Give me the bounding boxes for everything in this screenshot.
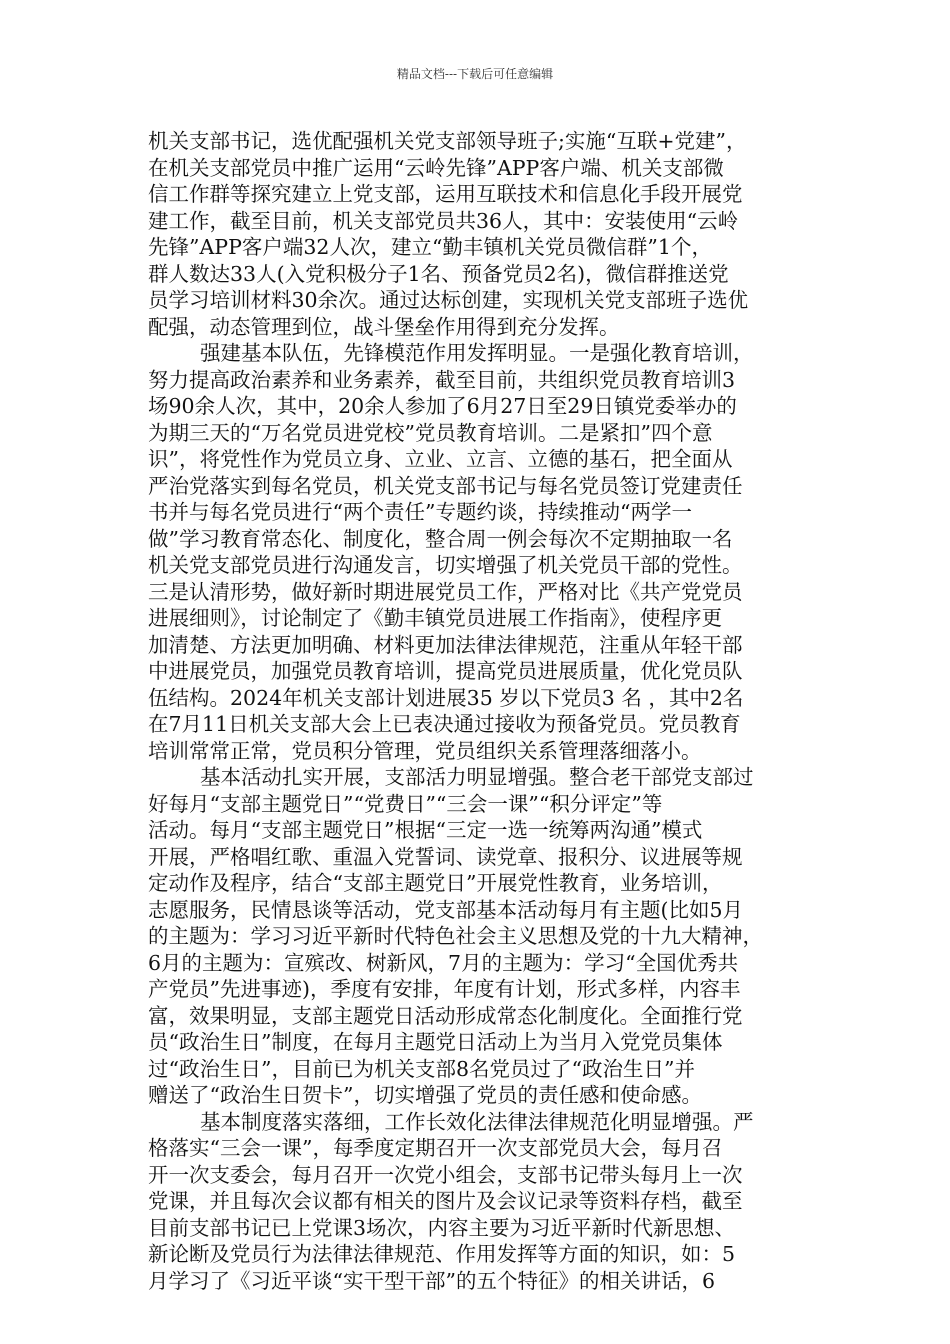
paragraph — [148, 764, 818, 1109]
text-line: 配强，动态管理到位，战斗堡垒作用得到充分发挥。 — [148, 314, 620, 339]
document-body — [148, 128, 818, 1294]
paragraph — [148, 1109, 818, 1295]
text-line: 识”，将党性作为党员立身、立业、立言、立德的基石，把全面从 — [148, 447, 733, 471]
text-line: 6月的主题为：宣殡改、树新风，7月的主题为：学习“全国优秀共 — [148, 950, 739, 975]
paragraph — [148, 340, 818, 764]
paragraph — [148, 128, 818, 340]
text-line: 信工作群等探究建立上党支部，运用互联技术和信息化手段开展党 — [148, 182, 743, 206]
text-line: 定动作及程序，结合“支部主题党日”开展党性教育，业务培训， — [148, 871, 723, 895]
text-line: 活动。每月“支部主题党日”根据“三定一选一统筹两沟通”模式 — [148, 818, 703, 842]
text-line: 月学习了《习近平谈“实干型干部”的五个特征》的相关讲话，6 — [148, 1268, 716, 1293]
text-line: 党课，并且每次会议都有相关的图片及会议记录等资料存档，截至 — [148, 1189, 743, 1213]
text-line: 基本活动扎实开展，支部活力明显增强。整合老干部党支部过 — [200, 765, 754, 789]
text-line: 机关支部书记，选优配强机关党支部领导班子;实施“互联+党建”， — [148, 129, 747, 153]
text-line: 员“政治生日”制度，在每月主题党日活动上为当月入党党员集体 — [148, 1030, 723, 1054]
text-line: 建工作，截至目前，机关支部党员共36人，其中：安装使用“云岭 — [148, 208, 739, 233]
text-line: 进展细则》，讨论制定了《勤丰镇党员进展工作指南》，使程序更 — [148, 606, 722, 630]
text-line: 在机关支部党员中推广运用“云岭先锋”APP客户端、机关支部微 — [148, 155, 724, 180]
text-line: 中进展党员，加强党员教育培训，提高党员进展质量，优化党员队 — [148, 659, 743, 683]
text-line: 好每月“支部主题党日”“党费日”“三会一课”“积分评定”等 — [148, 791, 663, 816]
text-line: 严治党落实到每名党员，机关党支部书记与每名党员签订党建责任 — [148, 473, 743, 498]
text-line: 为期三天的“万名党员进党校”党员教育培训。二是紧扣”四个意 — [148, 420, 713, 445]
text-line: 强建基本队伍，先锋模范作用发挥明显。一是强化教育培训， — [200, 341, 754, 365]
text-line: 群人数达33人(入党积极分子1名、预备党员2名)，微信群推送党 — [148, 261, 729, 286]
text-line: 产党员”先进事迹)，季度有安排，年度有计划，形式多样，内容丰 — [148, 977, 741, 1001]
text-line: 赠送了“政治生日贺卡”，切实增强了党员的责任感和使命感。 — [148, 1083, 702, 1107]
text-line: 加清楚、方法更加明确、材料更加法律法律规范，注重从年轻干部 — [148, 632, 743, 657]
text-line: 志愿服务，民情恳谈等活动，党支部基本活动每月有主题(比如5月 — [148, 897, 744, 922]
text-line: 的主题为：学习习近平新时代特色社会主义思想及党的十九大精神， — [148, 924, 763, 948]
text-line: 场90余人次，其中，20余人参加了6月27日至29日镇党委举办的 — [148, 394, 737, 418]
text-line: 培训常常正常，党员积分管理，党员组织关系管理落细落小。 — [148, 738, 702, 763]
text-line: 新论断及党员行为法律法律规范、作用发挥等方面的知识，如：5 — [148, 1242, 736, 1266]
text-line: 过“政治生日”，目前已为机关支部8名党员过了“政治生日”并 — [148, 1056, 695, 1081]
text-line: 富，效果明显，支部主题党日活动形成常态化制度化。全面推行党 — [148, 1003, 743, 1028]
text-line: 目前支部书记已上党课3场次，内容主要为习近平新时代新思想、 — [148, 1215, 736, 1240]
text-line: 机关党支部党员进行沟通发言，切实增强了机关党员干部的党性。 — [148, 553, 743, 577]
text-line: 三是认清形势，做好新时期进展党员工作，严格对比《共产党党员 — [148, 579, 743, 604]
text-line: 格落实“三会一课”，每季度定期召开一次支部党员大会，每月召 — [148, 1136, 723, 1160]
text-line: 开一次支委会，每月召开一次党小组会，支部书记带头每月上一次 — [148, 1162, 743, 1187]
text-line: 做”学习教育常态化、制度化，整合周一例会每次不定期抽取一名 — [148, 526, 733, 551]
page-header: 精品文档---下载后可任意编辑 — [396, 67, 554, 81]
text-line: 开展，严格唱红歌、重温入党誓词、读党章、报积分、议进展等规 — [148, 844, 743, 869]
text-line: 基本制度落实落细，工作长效化法律法律规范化明显增强。严 — [200, 1109, 754, 1134]
text-line: 书并与每名党员进行“两个责任”专题约谈，持续推动“两学一 — [148, 500, 692, 524]
text-line: 员学习培训材料30余次。通过达标创建，实现机关党支部班子选优 — [148, 288, 749, 312]
text-line: 先锋”APP客户端32人次，建立“勤丰镇机关党员微信群”1个， — [148, 235, 712, 259]
text-line: 在7月11日机关支部大会上已表决通过接收为预备党员。党员教育 — [148, 712, 741, 736]
text-line: 伍结构。2024年机关支部计划进展35 岁以下党员3 名 ，其中2名 — [148, 685, 744, 710]
text-line: 努力提高政治素养和业务素养，截至目前，共组织党员教育培训3 — [148, 367, 736, 392]
